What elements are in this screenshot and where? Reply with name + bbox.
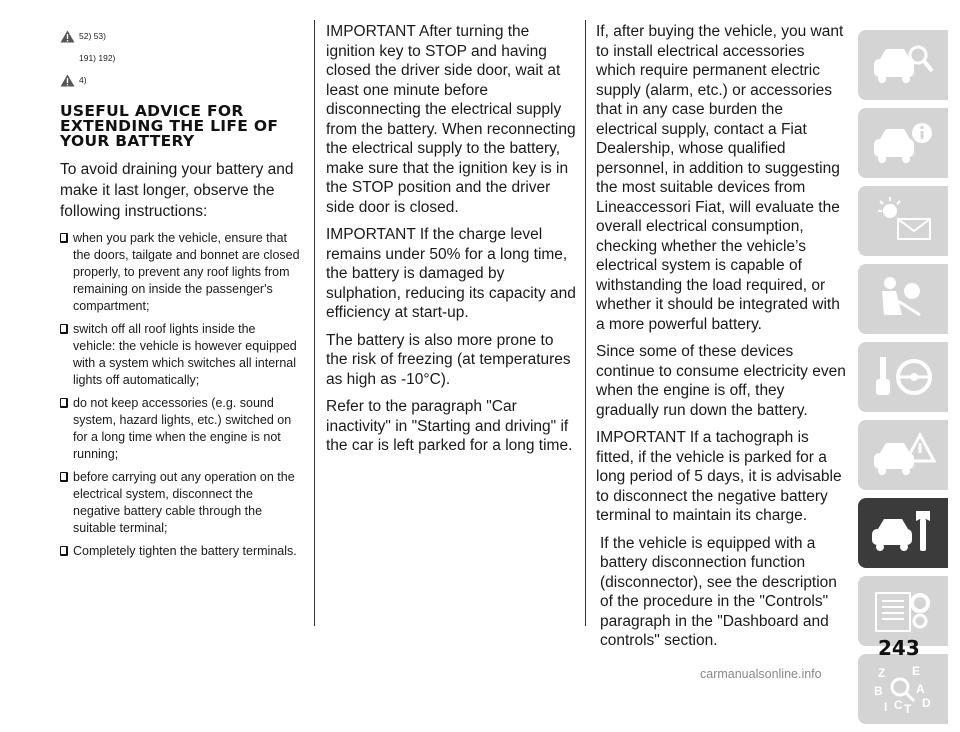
left-column [60,0,300,566]
tab-car-search[interactable] [858,30,948,100]
paragraph: If, after buying the vehicle, you want to install electrical accessories which require permanent electric supply (alarm, etc.) or accessories that in any case burden the electrical supply, contact a Fiat Dealership, whose qualified personnel, in addition to suggesting the most suitable devices from Lineaccessori Fiat, will evaluate the overall electrical consumption, checking whether the vehicle’s electrical system is capable of withstanding the load required, or whether it should be integrated with a more powerful battery. [596,23,844,333]
list-item [60,321,300,389]
warning-triangle-icon [60,74,75,87]
watermark-text: carmanualsonline.info [700,667,822,681]
warning-references [60,26,300,90]
middle-column [326,22,576,464]
svg-text:Z: Z [878,666,886,680]
tab-key-steering-wheel[interactable] [858,342,948,412]
tab-airbag-seat[interactable] [858,264,948,334]
list-item-text: switch off all roof lights inside the vehicle: the vehicle is however equipped with a system which switches all internal lights off automatically; [73,322,297,387]
important-paragraph: IMPORTANT If a tachograph is fitted, if the vehicle is parked for a long period of 5 days, it is advisable to disconnect the negative battery terminal to maintain its charge. [596,429,842,524]
important-paragraph: IMPORTANT After turning the ignition key to STOP and having closed the driver side door, wait at least one minute before disconnecting the electrical supply from the battery. When reconnecting the electrical supply to the battery, make sure that the ignition key is in the STOP position and the driver side door is closed. [326,23,576,216]
checkbox-bullet-icon [60,324,68,334]
intro-text: To avoid draining your battery and make it last longer, observe the following instructions: [60,161,294,220]
paragraph: The battery is also more prone to the risk of freezing (at temperatures as high as -10°C). [326,331,571,388]
lights-message-icon [868,193,938,249]
column-divider [585,20,586,626]
info-triangle-icon [60,52,75,65]
checkbox-bullet-icon [60,233,68,243]
key-steering-wheel-icon [868,349,938,405]
checkbox-bullet-icon [60,398,68,408]
chapter-tabs [858,30,948,732]
list-item [60,230,300,315]
warning-ref [60,48,300,68]
svg-text:T: T [904,702,912,716]
warning-ref-text: 52) 53) [79,31,106,41]
warning-ref [60,26,300,46]
column-divider [314,20,315,626]
checkbox-bullet-icon [60,546,68,556]
list-item-text: do not keep accessories (e.g. sound system, hazard lights, etc.) switched on for a long time when the engine is not running; [73,396,292,461]
list-item-text: when you park the vehicle, ensure that the doors, tailgate and bonnet are closed properly, to prevent any roof lights from remaining on inside the passenger's compartment; [73,231,300,313]
paragraph: Refer to the paragraph "Car inactivity" in "Starting and driving" if the car is left parked for a long time. [326,398,573,454]
airbag-seat-icon [868,271,938,327]
page-number: 243 [878,636,920,660]
alphabet-index-icon [868,661,938,717]
tab-car-warning[interactable] [858,420,948,490]
list-item [60,469,300,537]
warning-ref [60,70,300,90]
svg-text:E: E [912,664,921,678]
car-search-icon [868,37,938,93]
warning-ref-text: 191) 192) [79,53,116,63]
tab-car-info[interactable] [858,108,948,178]
important-paragraph: IMPORTANT If the charge level remains under 50% for a long time, the battery is damaged by sulphation, reducing its capacity and efficiency at start-up. [326,226,576,321]
car-info-icon [868,115,938,171]
tab-alphabet-index[interactable] [858,654,948,724]
warning-triangle-icon [60,30,75,43]
section-heading: USEFUL ADVICE FOR EXTENDING THE LIFE OF YOUR BATTERY [60,102,279,150]
warning-ref-text: 4) [79,75,87,85]
svg-text:A: A [916,682,925,696]
tab-car-wrench[interactable] [858,498,948,568]
tab-lights-message[interactable] [858,186,948,256]
paragraph: Since some of these devices continue to consume electricity even when the engine is off, they gradually run down the battery. [596,343,846,419]
svg-text:B: B [874,684,883,698]
list-item [60,543,300,560]
advice-list [60,230,300,560]
list-item-text: Completely tighten the battery terminals. [73,544,297,558]
paragraph: If the vehicle is equipped with a battery disconnection function (disconnector), see the description of the procedure in the "Controls" paragraph in the "Dashboard and controls" section. [600,534,837,649]
car-wrench-icon [868,505,938,561]
svg-text:I: I [884,700,888,714]
list-item [60,395,300,463]
car-warning-icon [868,427,938,483]
list-item-text: before carrying out any operation on the electrical system, disconnect the negative battery cable through the suitable terminal; [73,470,295,535]
checkbox-bullet-icon [60,472,68,482]
svg-text:C: C [894,698,903,712]
svg-text:D: D [922,696,931,710]
right-column [596,22,848,659]
specs-gear-icon [868,583,938,639]
